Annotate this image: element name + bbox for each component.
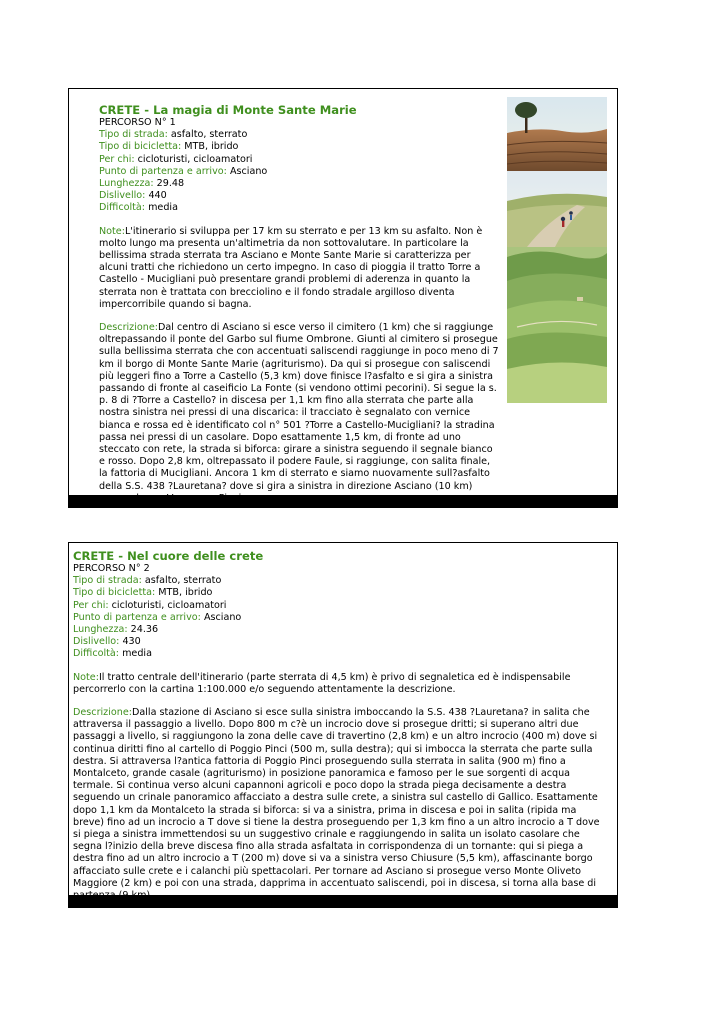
card-1-bottom-bar: [69, 495, 617, 507]
route-1-field-length: Lunghezza: 29.48: [99, 178, 185, 190]
route-2-field-start: Punto di partenza e arrivo: Asciano: [73, 611, 242, 623]
route-2-meta: [73, 563, 605, 661]
route-2-field-road: Tipo di strada: asfalto, sterrato: [73, 575, 222, 587]
route-card-1: [68, 88, 618, 508]
photo-plowed-field: [507, 97, 607, 171]
route-2-field-elevation: Dislivello: 430: [73, 636, 141, 648]
route-2-field-bike: Tipo di bicicletta: MTB, ibrido: [73, 587, 213, 599]
route-2-content: [73, 549, 605, 902]
route-1-number: PERCORSO N° 1: [99, 117, 176, 128]
route-1-field-start: Punto di partenza e arrivo: Asciano: [99, 165, 268, 177]
route-2-note: Note:Il tratto centrale dell'itinerario (parte sterrata di 4,5 km) è privo di segnaletica ed è indispensabile percorrerlo con la cartina 1:100.000 e/o seguendo attentamente la descrizione.: [73, 671, 571, 695]
route-1-field-who: Per chi: cicloturisti, cicloamatori: [99, 153, 253, 165]
route-2-field-difficulty: Difficoltà: media: [73, 648, 152, 660]
route-1-field-road: Tipo di strada: asfalto, sterrato: [99, 129, 248, 141]
route-2-title: CRETE - Nel cuore delle crete: [73, 549, 264, 563]
route-2-field-who: Per chi: cicloturisti, cicloamatori: [73, 599, 227, 611]
route-1-field-elevation: Dislivello: 440: [99, 190, 167, 202]
route-2-description: Descrizione:Dalla stazione di Asciano si esce sulla sinistra imboccando la S.S. 438 ?Lauretana? in salita che attraversa il passaggio a livello. Dopo 800 m c?è un incrocio dove si prosegue dritti; si superano altri due passaggi a livello, si raggiungono la zona delle cave di travertino (2,8 km) e un altro incrocio (400 m) dove si continua diritti fino al cartello di Poggio Pinci (500 m, sulla destra); qui si imbocca la sterrata che parte sulla destra. Si attraversa l?antica fattoria di Poggio Pinci proseguendo sulla sterrata in salita (900 m) fino a Montalceto, grande casale (agriturismo) in posizione panoramica e famoso per le sue sorgenti di acqua termale. Si continua verso alcuni capannoni agricoli e poco dopo la strada piega decisamente a destra seguendo un crinale panoramico affacciato a destra sulle crete, a sinistra sul castello di Gallico. Esattamente dopo 1,1 km da Montalceto la strada si biforca: si va a sinistra, prima in discesa e poi in salita (ripida ma breve) fino ad un incrocio a T dove si tiene la destra proseguendo per 1,3 km fino a un altro incrocio a T dove si piega a sinistra immettendosi su un suggestivo crinale e raggiungendo in salita un isolato casolare che segna l?inizio della breve discesa fino alla strada asfaltata in corrispondenza di un tornante: qui si piega a destra fino ad un altro incrocio a T (200 m) dove si va a sinistra verso Chiusure (5,5 km), affascinante borgo affacciato sulle crete e i calanchi più spettacolari. Per tornare ad Asciano si prosegue verso Monte Oliveto Maggiore (2 km) e poi con una strada, dapprima in accentuato saliscendi, poi in discesa, si torna alla base di: [73, 707, 600, 889]
route-1-photos: [507, 97, 607, 403]
route-1-content: [99, 103, 499, 505]
route-1-title: CRETE - La magia di Monte Sante Marie: [99, 103, 357, 117]
photo-cyclists-road: [507, 171, 607, 247]
route-1-field-bike: Tipo di bicicletta: MTB, ibrido: [99, 141, 239, 153]
route-1-field-difficulty: Difficoltà: media: [99, 202, 178, 214]
route-1-meta: [99, 117, 499, 215]
card-2-bottom-bar: [69, 895, 617, 907]
route-2-number: PERCORSO N° 2: [73, 563, 150, 574]
route-2-field-length: Lunghezza: 24.36: [73, 624, 159, 636]
route-1-note: Note:L'itinerario si sviluppa per 17 km su sterrato e per 13 km su asfalto. Non è molto lungo ma presenta un'altimetria da non sottovalutare. In particolare la bellissima strada sterrata tra Asciano e Monte Sante Marie si caratterizza per alcuni tratti che richiedono un certo impegno. In caso di pioggia il tratto Torre a Castello - Mucigliani può presentare grandi problemi di aderenza in quanto la sterrata non è trattata con brecciolino e il fondo stradale argilloso diventa impercorribile quando si bagna.: [99, 225, 483, 310]
photo-green-hills: [507, 247, 607, 403]
route-card-2: [68, 542, 618, 908]
route-1-description: Descrizione:Dal centro di Asciano si esce verso il cimitero (1 km) che si raggiunge oltrepassando il ponte del Garbo sul fiume Ombrone. Giunti al cimitero si prosegue sulla bellissima sterrata che con accentuati saliscendi raggiunge in poco meno di 7 km il borgo di Monte Sante Marie (agriturismo). Da qui si prosegue con saliscendi più leggeri fino a Torre a Castello (5,3 km) dove finisce l?asfalto e si gira a sinistra passando di fronte al caseificio La Fonte (si vendono ottimi pecorini). Si segue la s. p. 8 di ?Torre a Castello? in discesa per 1,1 km fino alla sterrata che parte alla nostra sinistra nei pressi di una discarica: il tracciato è segnalato con vernice bianca e rossa ed è identificato col n° 501 ?Torre a Castello-Mucigliani? la stradina passa nei pressi di un casolare. Dopo esattamente 1,5 km, di fronte ad uno steccato con rete, la strada si biforca: girare a sinistra seguendo il segnale bianco e rosso. Dopo 2,8 km, oltrepassato il podere Faule, si raggiunge, con salita finale, la fattoria di Mucigliani. Ancora 1 km di sterrato e siamo nuovamente sull?asfalto della S.S. 438 ?Lauretana? dove si gira a sinistra in direzione Asciano (10 km): [99, 322, 499, 492]
